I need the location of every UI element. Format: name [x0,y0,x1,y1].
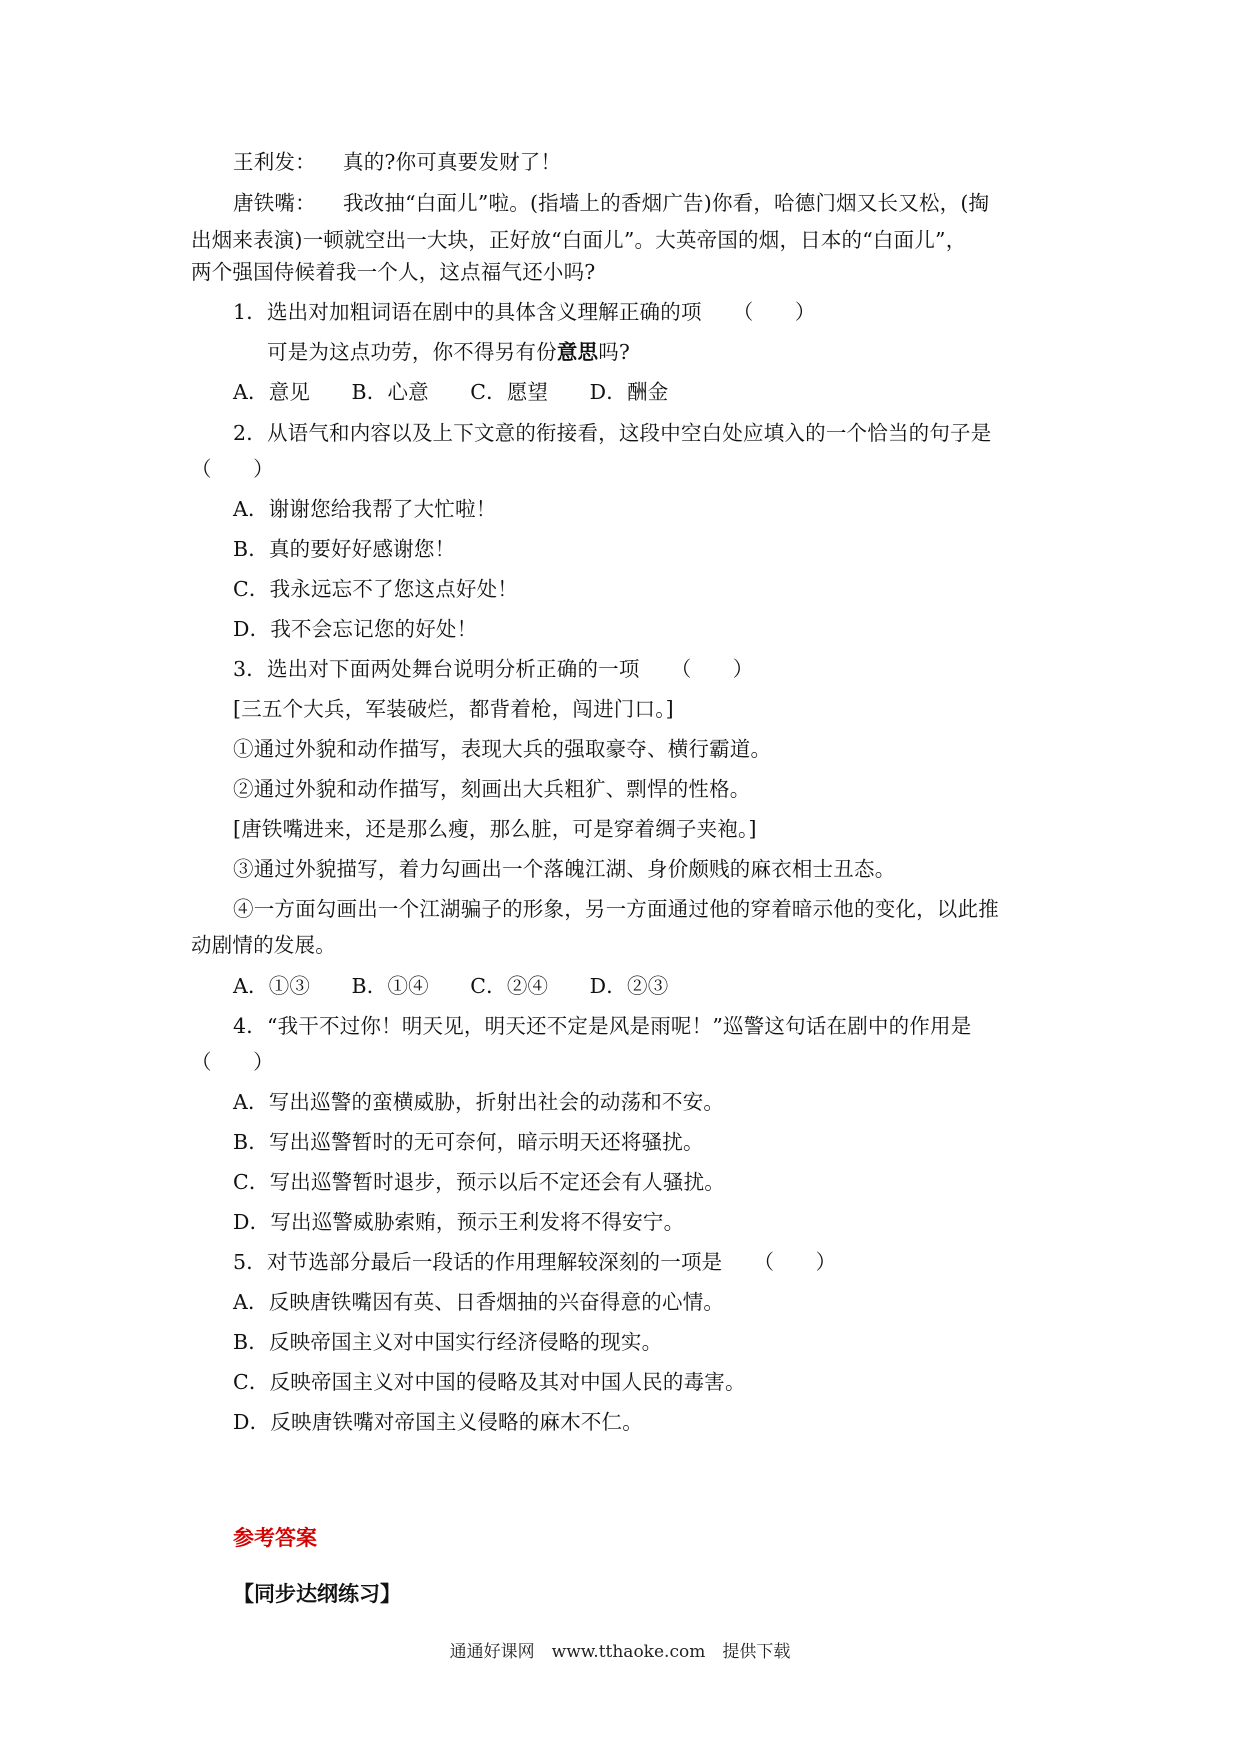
q3-item-4-line-2: 动剧情的发展。 [191,933,336,957]
q3-item-1: ①通过外貌和动作描写，表现大兵的强取豪夺、横行霸道。 [233,737,772,761]
q4-option-d: D．写出巡警威胁索贿，预示王利发将不得安宁。 [233,1210,685,1234]
q5-option-b: B．反映帝国主义对中国实行经济侵略的现实。 [233,1330,663,1354]
q4-option-b: B．写出巡警暂时的无可奈何，暗示明天还将骚扰。 [233,1130,704,1154]
q1-options: A．意见 B．心意 C．愿望 D．酬金 [233,380,669,404]
section-heading: 【同步达纲练习】 [233,1582,401,1606]
q2-option-a: A．谢谢您给我帮了大忙啦！ [233,497,497,521]
q2-option-b: B．真的要好好感谢您！ [233,537,456,561]
tang-line-1: 我改抽“白面儿”啦。(指墙上的香烟广告)你看，哈德门烟又长又松，(掏 [343,191,990,215]
q4-stem-1: 4．“我干不过你！明天见，明天还不定是风是雨呢！”巡警这句话在剧中的作用是 [233,1014,972,1038]
q3-stage-direction-1: [三五个大兵，军装破烂，都背着枪，闯进门口。] [233,697,674,721]
q1-sentence [267,338,630,366]
q3-stem: 3．选出对下面两处舞台说明分析正确的一项 （ ） [233,657,754,681]
q5-option-a: A．反映唐铁嘴因有英、日香烟抽的兴奋得意的心情。 [233,1290,725,1314]
q3-item-2: ②通过外貌和动作描写，刻画出大兵粗犷、剽悍的性格。 [233,777,751,801]
q3-options: A．①③ B．①④ C．②④ D．②③ [233,974,669,998]
answers-heading: 参考答案 [233,1526,317,1550]
tang-speaker: 唐铁嘴： [233,191,316,215]
q3-stage-direction-2: [唐铁嘴进来，还是那么瘦，那么脏，可是穿着绸子夹袍。] [233,817,757,841]
q5-option-c: C．反映帝国主义对中国的侵略及其对中国人民的毒害。 [233,1370,746,1394]
wang-speaker: 王利发： [233,150,316,174]
q2-stem-2: （ ） [191,457,274,481]
tang-line-3: 两个强国侍候着我一个人，这点福气还小吗? [191,260,596,284]
wang-line: 真的?你可真要发财了！ [343,150,562,174]
q4-option-c: C．写出巡警暂时退步，预示以后不定还会有人骚扰。 [233,1170,725,1194]
tang-line-2: 出烟来表演)一顿就空出一大块，正好放“白面儿”。大英帝国的烟，日本的“白面儿”， [191,228,967,252]
q2-stem-1: 2．从语气和内容以及上下文意的衔接看，这段中空白处应填入的一个恰当的句子是 [233,421,992,445]
q1-sentence-pre: 可是为这点功劳，你不得另有份 [267,340,557,364]
q4-option-a: A．写出巡警的蛮横威胁，折射出社会的动荡和不安。 [233,1090,725,1114]
q1-bold-word: 意思 [556,340,599,364]
page-footer: 通通好课网 www.tthaoke.com 提供下载 [449,1642,791,1662]
q1-stem: 1．选出对加粗词语在剧中的具体含义理解正确的项 （ ） [233,300,816,324]
q5-stem: 5．对节选部分最后一段话的作用理解较深刻的一项是 （ ） [233,1250,837,1274]
q2-option-c: C．我永远忘不了您这点好处！ [233,577,518,601]
q1-sentence-post: 吗? [598,340,631,364]
q4-stem-2: （ ） [191,1050,274,1074]
q5-option-d: D．反映唐铁嘴对帝国主义侵略的麻木不仁。 [233,1410,643,1434]
q3-item-4-line-1: ④一方面勾画出一个江湖骗子的形象，另一方面通过他的穿着暗示他的变化，以此推 [233,897,999,921]
q2-option-d: D．我不会忘记您的好处！ [233,617,478,641]
q3-item-3: ③通过外貌描写，着力勾画出一个落魄江湖、身价颇贱的麻衣相士丑态。 [233,857,896,881]
